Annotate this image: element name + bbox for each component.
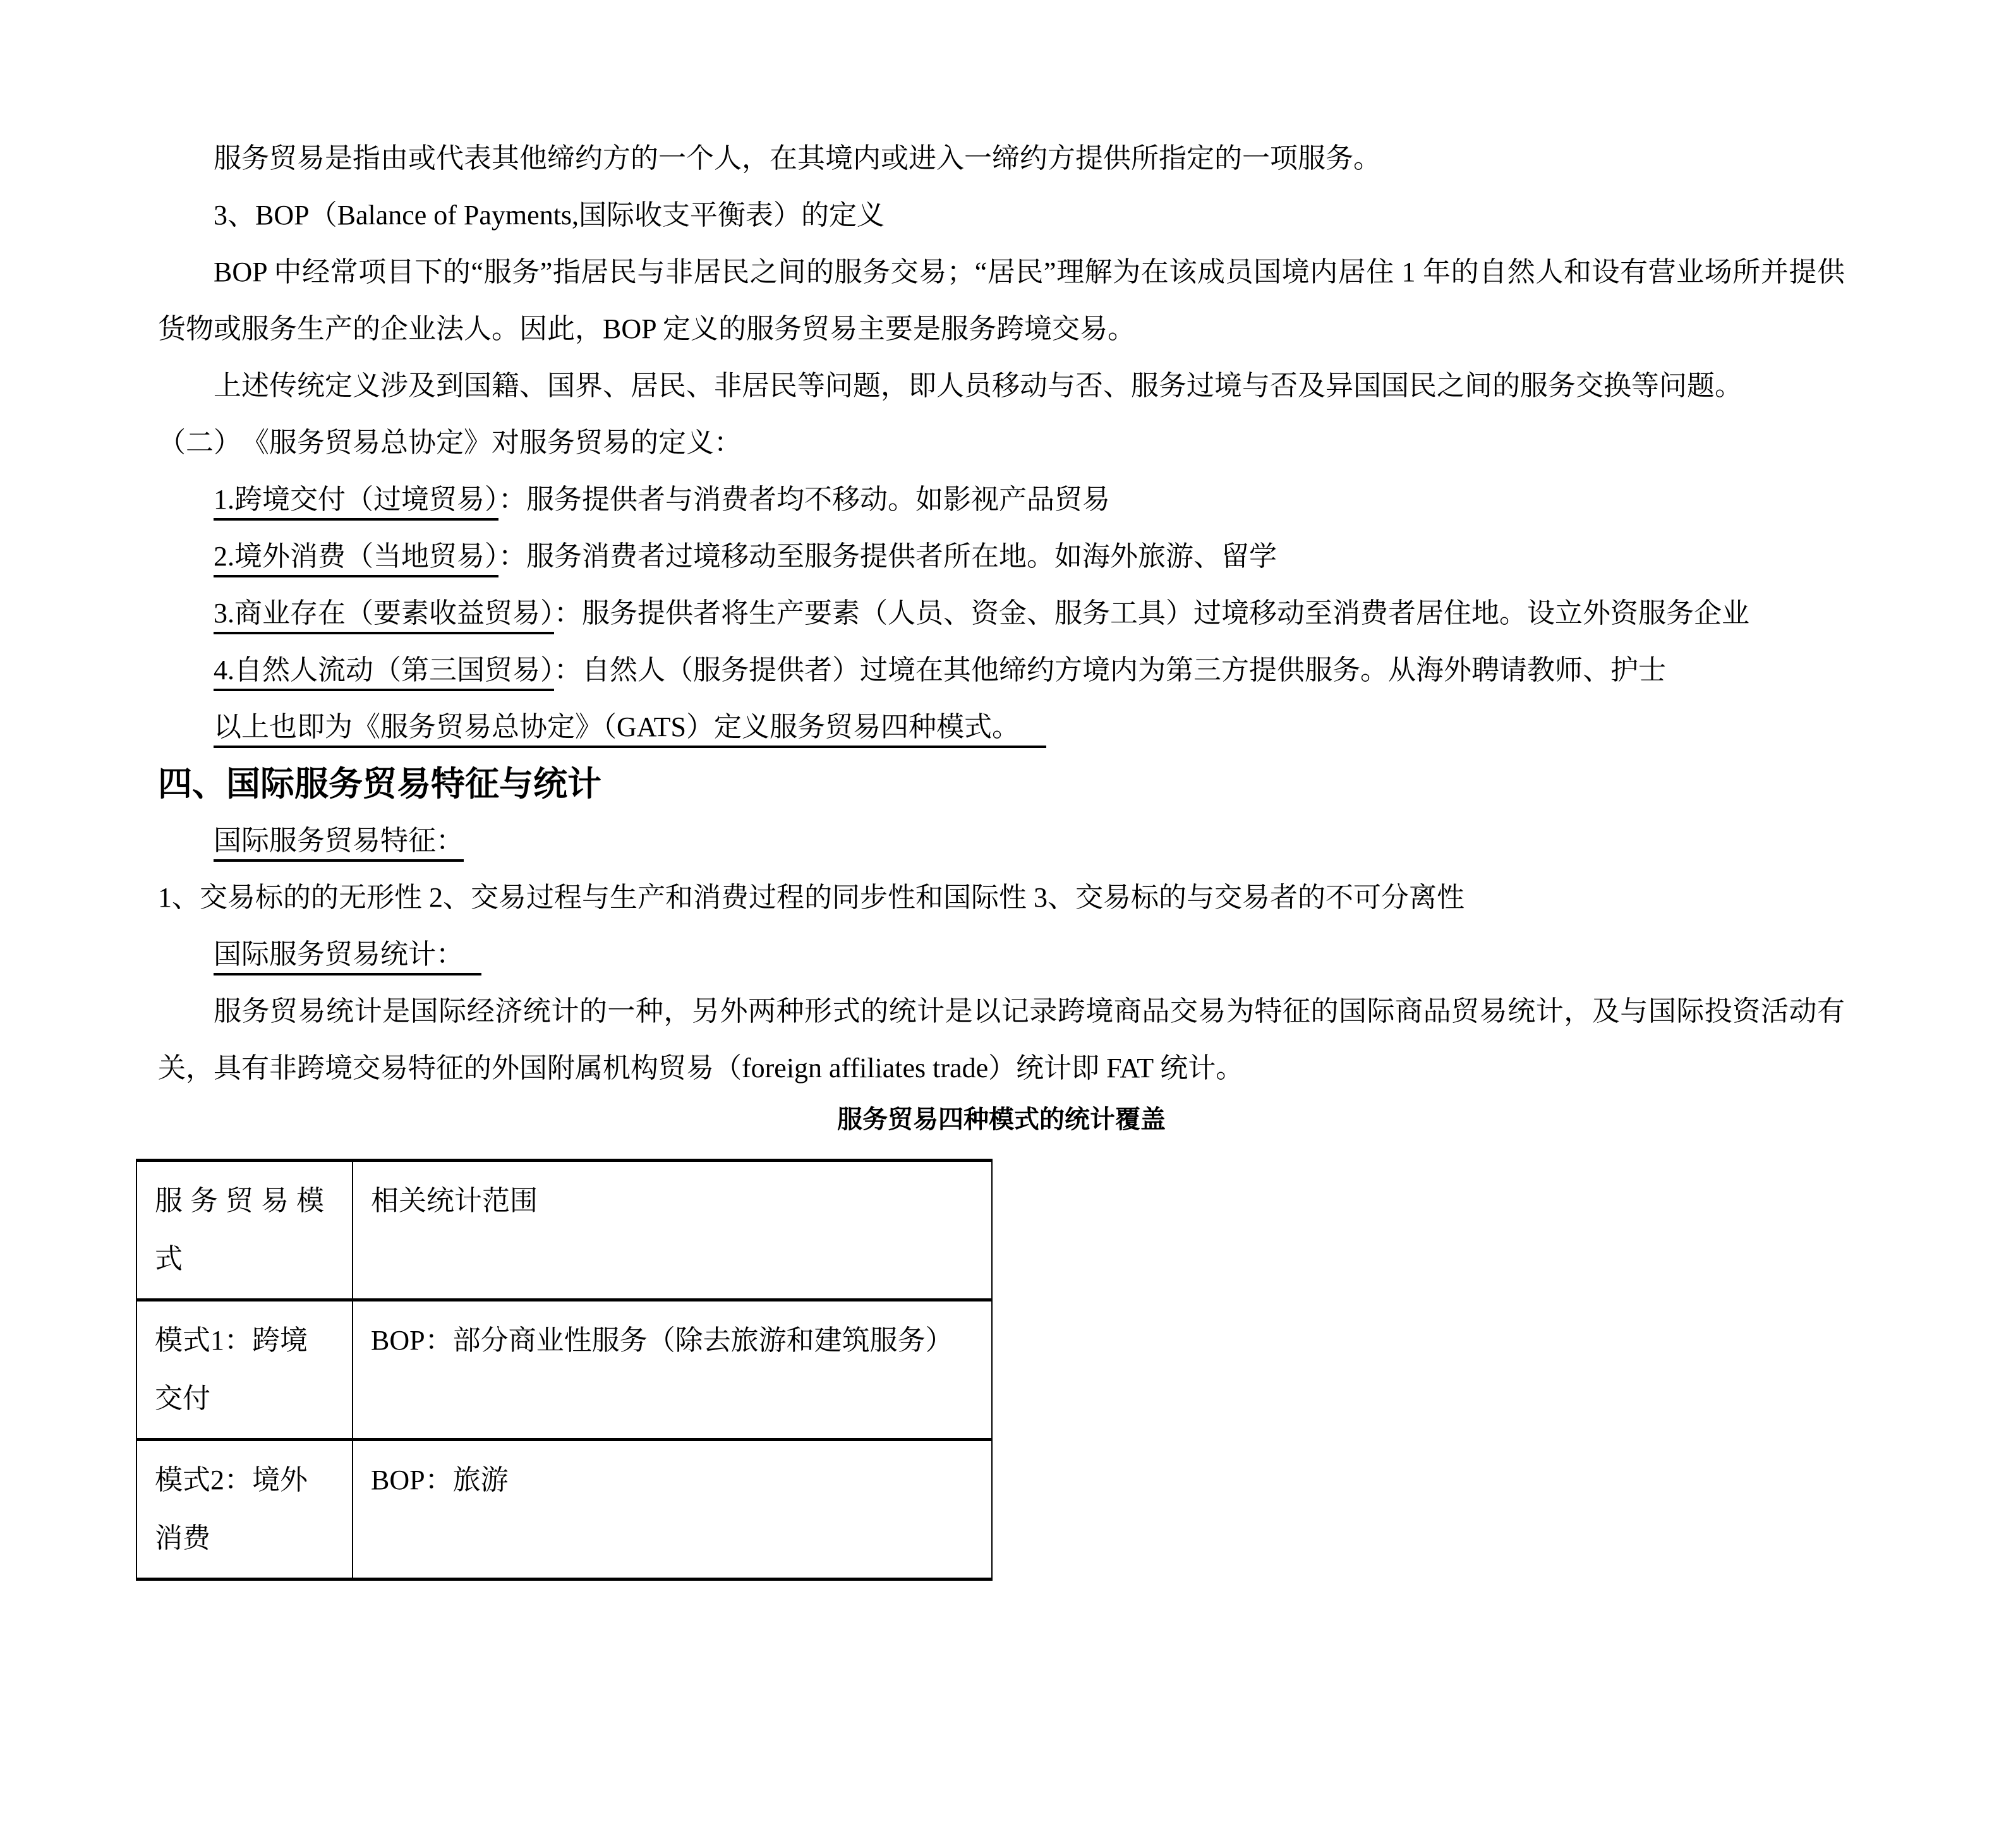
mode1-underlined-term: 1.跨境交付（过境贸易） <box>214 484 498 521</box>
paragraph-mode4 <box>158 642 1845 699</box>
mode3-description: ：服务提供者将生产要素（人员、资金、服务工具）过境移动至消费者居住地。设立外资服务企业 <box>554 598 1749 629</box>
mode2-underlined-term: 2.境外消费（当地贸易） <box>214 541 498 577</box>
table-header-row <box>136 1161 992 1300</box>
mode4-underlined-term: 4.自然人流动（第三国贸易） <box>214 655 554 691</box>
paragraph-gats-summary <box>158 699 1845 756</box>
features-underlined-label: 国际服务贸易特征： <box>214 825 464 862</box>
mode1-description: ：服务提供者与消费者均不移动。如影视产品贸易 <box>498 484 1110 515</box>
paragraph-features-label <box>158 812 1845 869</box>
table-title: 服务贸易四种模式的统计覆盖 <box>837 1106 1166 1133</box>
paragraph-traditional-definition-issues: 上述传统定义涉及到国籍、国界、居民、非居民等问题，即人员移动与否、服务过境与否及异国国民之间的服务交换等问题。 <box>214 370 1742 401</box>
table-cell-mode2: 模式2：境外消费 <box>136 1440 353 1579</box>
paragraph-bop-explanation: BOP 中经常项目下的“服务”指居民与非居民之间的服务交易；“居民”理解为在该成员国境内居住 1 年的自然人和设有营业场所并提供货物或服务生产的企业法人。因此，BOP 定义的服务贸易主要是服务跨境交易。 <box>158 257 1845 344</box>
table-cell-mode2-scope: BOP：旅游 <box>353 1440 992 1579</box>
paragraph-mode3 <box>158 585 1845 642</box>
table-cell-mode1-scope: BOP：部分商业性服务（除去旅游和建筑服务） <box>353 1300 992 1440</box>
paragraph-mode2 <box>158 528 1845 585</box>
paragraph-statistics-explanation: 服务贸易统计是国际经济统计的一种，另外两种形式的统计是以记录跨境商品交易为特征的国际商品贸易统计，及与国际投资活动有关，具有非跨境交易特征的外国附属机构贸易（foreign affiliates trade）统计即 FAT 统计。 <box>158 996 1845 1084</box>
table-row <box>136 1440 992 1579</box>
paragraph-bop-definition-title: 3、BOP（Balance of Payments,国际收支平衡表）的定义 <box>214 200 885 231</box>
paragraph-features-list: 1、交易标的的无形性 2、交易过程与生产和消费过程的同步性和国际性 3、交易标的与交易者的不可分离性 <box>158 882 1465 913</box>
table-cell-mode1: 模式1：跨境交付 <box>136 1300 353 1440</box>
mode4-description: ：自然人（服务提供者）过境在其他缔约方境内为第三方提供服务。从海外聘请教师、护士 <box>554 655 1666 685</box>
paragraph-mode1 <box>158 471 1845 528</box>
paragraph-service-trade-definition: 服务贸易是指由或代表其他缔约方的一个人，在其境内或进入一缔约方提供所指定的一项服务。 <box>214 143 1381 174</box>
statistics-coverage-table <box>136 1159 993 1581</box>
table-header-scope: 相关统计范围 <box>353 1161 992 1300</box>
section-heading-four: 四、国际服务贸易特征与统计 <box>158 765 601 803</box>
paragraph-statistics-label <box>158 926 1845 983</box>
table-header-mode: 服务贸易模式 <box>136 1161 353 1300</box>
mode2-description: ：服务消费者过境移动至服务提供者所在地。如海外旅游、留学 <box>498 541 1277 572</box>
gats-summary-underlined: 以上也即为《服务贸易总协定》（GATS）定义服务贸易四种模式。 <box>214 711 1046 748</box>
table-row <box>136 1300 992 1440</box>
paragraph-gats-definition-heading: （二） 《服务贸易总协定》对服务贸易的定义： <box>158 427 742 458</box>
statistics-underlined-label: 国际服务贸易统计： <box>214 939 481 975</box>
mode3-underlined-term: 3.商业存在（要素收益贸易） <box>214 598 554 634</box>
